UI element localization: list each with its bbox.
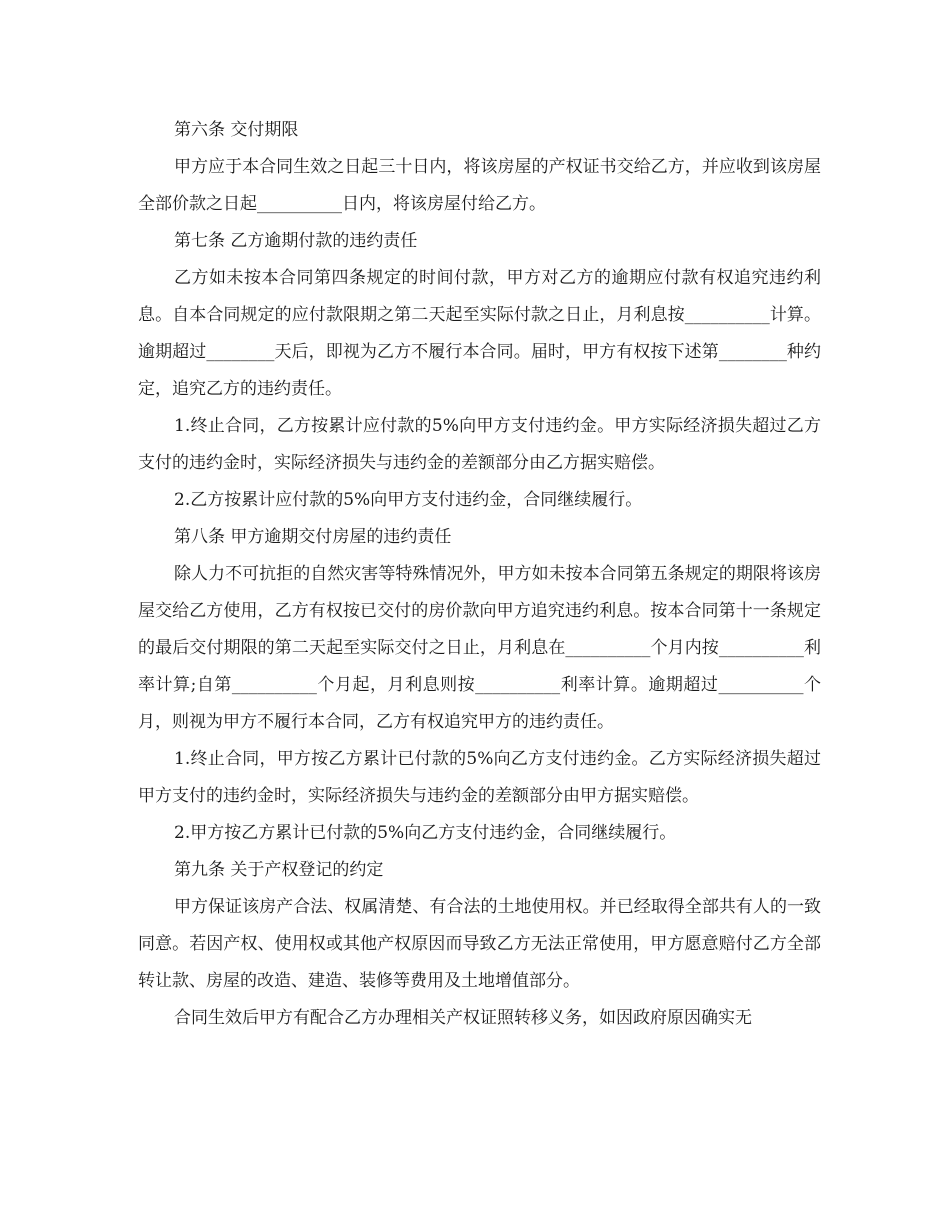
article-9-heading: 第九条 关于产权登记的约定 (174, 860, 384, 880)
article-8-option-1: 1.终止合同，甲方按乙方累计已付款的5%向乙方支付违约金。乙方实际经济损失超过甲方支付的违约金时，实际经济损失与违约金的差额部分由甲方据实赔偿。 (138, 749, 821, 806)
article-7-heading: 第七条 乙方逾期付款的违约责任 (174, 231, 418, 251)
contract-page (138, 112, 821, 1037)
article-9-body: 甲方保证该房产合法、权属清楚、有合法的土地使用权。并已经取得全部共有人的一致同意。若因产权、使用权或其他产权原因而导致乙方无法正常使用，甲方愿意赔付乙方全部转让款、房屋的改造、建造、装修等费用及土地增值部分。 (138, 897, 821, 991)
article-7-body: 乙方如未按本合同第四条规定的时间付款，甲方对乙方的逾期应付款有权追究违约利息。自本合同规定的应付款限期之第二天起至实际付款之日止，月利息按__________计算。逾期超过________天后，即视为乙方不履行本合同。届时，甲方有权按下述第________种约定，追究乙方的违约责任。 (138, 268, 821, 399)
article-8-heading: 第八条 甲方逾期交付房屋的违约责任 (174, 527, 452, 547)
article-7-option-1: 1.终止合同，乙方按累计应付款的5%向甲方支付违约金。甲方实际经济损失超过乙方支付的违约金时，实际经济损失与违约金的差额部分由乙方据实赔偿。 (138, 416, 821, 473)
article-9-continuation: 合同生效后甲方有配合乙方办理相关产权证照转移义务，如因政府原因确实无 (174, 1008, 752, 1028)
article-6-heading: 第六条 交付期限 (174, 120, 299, 140)
article-7-option-2: 2.乙方按累计应付款的5%向甲方支付违约金，合同继续履行。 (174, 490, 643, 510)
article-8-option-2: 2.甲方按乙方累计已付款的5%向乙方支付违约金，合同继续履行。 (174, 823, 677, 843)
article-8-body: 除人力不可抗拒的自然灾害等特殊情况外，甲方如未按本合同第五条规定的期限将该房屋交给乙方使用，乙方有权按已交付的房价款向甲方追究违约利息。按本合同第十一条规定的最后交付期限的第二天起至实际交付之日止，月利息在__________个月内按__________利率计算;自第__________个月起，月利息则按__________利率计算。逾期超过__________个月，则视为甲方不履行本合同，乙方有权追究甲方的违约责任。 (138, 564, 821, 732)
article-6-body: 甲方应于本合同生效之日起三十日内，将该房屋的产权证书交给乙方，并应收到该房屋全部价款之日起__________日内，将该房屋付给乙方。 (138, 157, 821, 214)
